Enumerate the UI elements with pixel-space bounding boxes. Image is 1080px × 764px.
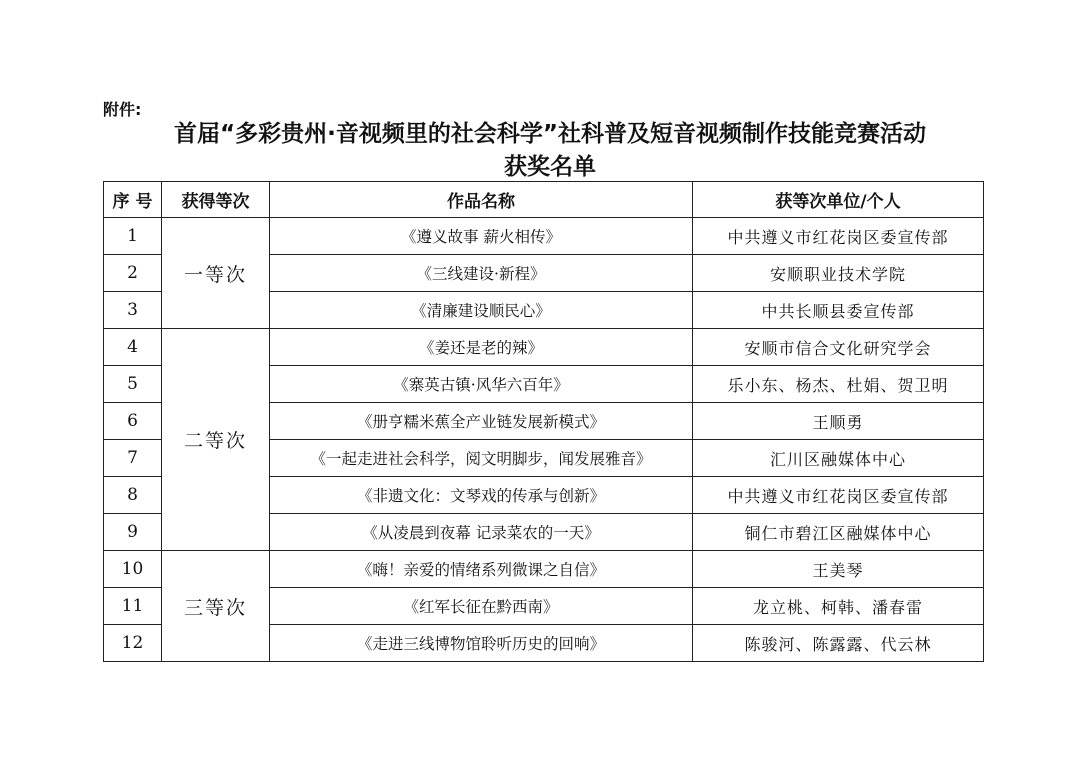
row-number: 7 bbox=[104, 440, 162, 477]
work-title: 《姜还是老的辣》 bbox=[270, 329, 693, 366]
work-title: 《红军长征在黔西南》 bbox=[270, 588, 693, 625]
work-title: 《一起走进社会科学，阅文明脚步，闻发展雅音》 bbox=[270, 440, 693, 477]
column-header-no: 序 号 bbox=[104, 182, 162, 218]
document-subtitle: 获奖名单 bbox=[504, 154, 596, 180]
work-title: 《非遗文化：文琴戏的传承与创新》 bbox=[270, 477, 693, 514]
winner-unit: 陈骏河、陈露露、代云林 bbox=[693, 625, 984, 662]
work-title: 《遵义故事 薪火相传》 bbox=[270, 218, 693, 255]
row-number: 1 bbox=[104, 218, 162, 255]
table-header-row bbox=[104, 182, 984, 218]
attachment-label: 附件: bbox=[103, 100, 142, 119]
row-number: 10 bbox=[104, 551, 162, 588]
winner-unit: 中共遵义市红花岗区委宣传部 bbox=[693, 218, 984, 255]
table-row bbox=[104, 551, 984, 588]
row-number: 11 bbox=[104, 588, 162, 625]
award-level-cell: 一等次 bbox=[162, 218, 270, 329]
column-header-unit: 获等次单位/个人 bbox=[693, 182, 984, 218]
column-header-work: 作品名称 bbox=[270, 182, 693, 218]
winner-unit: 龙立桃、柯韩、潘春雷 bbox=[693, 588, 984, 625]
winner-unit: 乐小东、杨杰、杜娟、贺卫明 bbox=[693, 366, 984, 403]
work-title: 《从凌晨到夜幕 记录菜农的一天》 bbox=[270, 514, 693, 551]
work-title: 《册亨糯米蕉全产业链发展新模式》 bbox=[270, 403, 693, 440]
winner-unit: 中共长顺县委宣传部 bbox=[693, 292, 984, 329]
row-number: 12 bbox=[104, 625, 162, 662]
work-title: 《三线建设·新程》 bbox=[270, 255, 693, 292]
award-level-cell: 三等次 bbox=[162, 551, 270, 662]
winner-unit: 铜仁市碧江区融媒体中心 bbox=[693, 514, 984, 551]
award-table bbox=[103, 181, 984, 662]
winner-unit: 安顺职业技术学院 bbox=[693, 255, 984, 292]
row-number: 3 bbox=[104, 292, 162, 329]
work-title: 《嗨！亲爱的情绪系列微课之自信》 bbox=[270, 551, 693, 588]
row-number: 6 bbox=[104, 403, 162, 440]
row-number: 9 bbox=[104, 514, 162, 551]
row-number: 4 bbox=[104, 329, 162, 366]
work-title: 《清廉建设顺民心》 bbox=[270, 292, 693, 329]
work-title: 《寨英古镇·风华六百年》 bbox=[270, 366, 693, 403]
winner-unit: 王美琴 bbox=[693, 551, 984, 588]
row-number: 5 bbox=[104, 366, 162, 403]
work-title: 《走进三线博物馆聆听历史的回响》 bbox=[270, 625, 693, 662]
row-number: 8 bbox=[104, 477, 162, 514]
winner-unit: 中共遵义市红花岗区委宣传部 bbox=[693, 477, 984, 514]
column-header-level: 获得等次 bbox=[162, 182, 270, 218]
winner-unit: 王顺勇 bbox=[693, 403, 984, 440]
table-row bbox=[104, 218, 984, 255]
document-title: 首届“多彩贵州·音视频里的社会科学”社科普及短音视频制作技能竞赛活动 bbox=[174, 121, 926, 147]
table-row bbox=[104, 329, 984, 366]
row-number: 2 bbox=[104, 255, 162, 292]
winner-unit: 汇川区融媒体中心 bbox=[693, 440, 984, 477]
winner-unit: 安顺市信合文化研究学会 bbox=[693, 329, 984, 366]
award-level-cell: 二等次 bbox=[162, 329, 270, 551]
